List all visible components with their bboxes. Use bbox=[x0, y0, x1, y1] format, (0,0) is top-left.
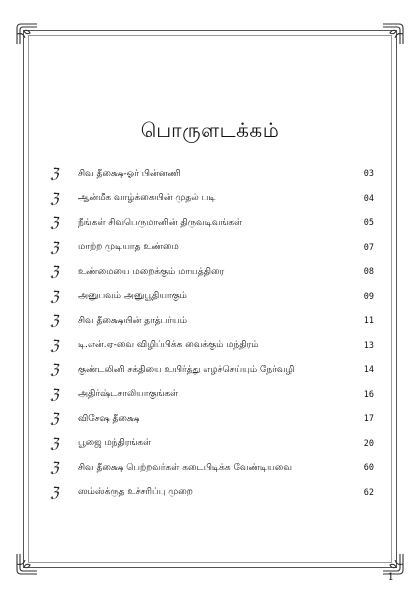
ornament-bullet-icon: ℨ bbox=[50, 288, 59, 305]
ornament-bullet-icon: ℨ bbox=[50, 215, 59, 232]
toc-entry-page: 13 bbox=[363, 340, 374, 351]
ornament-bullet-icon: ℨ bbox=[50, 484, 59, 501]
ornament-bullet-icon: ℨ bbox=[50, 386, 59, 403]
toc-entry-page: 11 bbox=[363, 316, 374, 327]
toc-entry-title: பூஜை மந்திரங்கள் bbox=[78, 438, 152, 449]
toc-entry-page: 17 bbox=[363, 414, 374, 425]
table-of-contents bbox=[50, 162, 374, 505]
toc-entry[interactable] bbox=[50, 456, 374, 481]
toc-entry-page: 07 bbox=[363, 242, 374, 253]
ornament-bullet-icon: ℨ bbox=[50, 239, 59, 256]
corner-ornament-icon bbox=[15, 552, 39, 576]
toc-entry[interactable] bbox=[50, 260, 374, 285]
ornament-bullet-icon: ℨ bbox=[50, 435, 59, 452]
corner-ornament-icon bbox=[15, 22, 39, 46]
toc-entry-title: ஸம்ஸ்க்ருத உச்சரிப்பு முறை bbox=[78, 487, 193, 498]
toc-entry-page: 04 bbox=[363, 193, 374, 204]
toc-entry-title: அதிர்ஷ்டசாலியாகுங்கள் bbox=[78, 389, 179, 400]
ornament-bullet-icon: ℨ bbox=[50, 264, 59, 281]
toc-entry-title: சிவ தீக்ஷை-ஓர் பின்னணி bbox=[78, 168, 181, 179]
toc-entry-page: 03 bbox=[363, 169, 374, 180]
toc-entry-title: உண்மையை மறைக்கும் மாயத்திரை bbox=[78, 266, 225, 277]
page-title: பொருளடக்கம் bbox=[140, 118, 280, 142]
toc-entry-page: 14 bbox=[363, 365, 374, 376]
toc-entry-title: சிவ தீக்ஷையின் தாத்பர்யம் bbox=[78, 315, 188, 326]
ornament-bullet-icon: ℨ bbox=[50, 166, 59, 183]
toc-entry-title: ஆன்மீக வாழ்க்கையின் முதல் படி bbox=[78, 193, 216, 204]
ornament-bullet-icon: ℨ bbox=[50, 313, 59, 330]
toc-entry[interactable] bbox=[50, 187, 374, 212]
toc-entry-title: விசேஷ தீக்ஷை bbox=[78, 413, 140, 424]
toc-entry-title: குண்டலினி சக்தியை உயிர்த்து எழச்செய்யும் நேர்வழி bbox=[78, 364, 295, 375]
toc-entry-page: 62 bbox=[363, 487, 374, 498]
page-number: 1 bbox=[387, 572, 394, 583]
toc-entry-page: 05 bbox=[363, 218, 374, 229]
toc-entry[interactable] bbox=[50, 162, 374, 187]
toc-entry-page: 09 bbox=[363, 291, 374, 302]
toc-entry-page: 08 bbox=[363, 267, 374, 278]
toc-entry-title: நீங்கள் சிவபெருமானின் திருவடிவங்கள் bbox=[78, 217, 243, 228]
toc-entry-title: அனுபவம் அனுபூதியாகும் bbox=[78, 291, 187, 302]
toc-entry-page: 20 bbox=[363, 438, 374, 449]
ornament-bullet-icon: ℨ bbox=[50, 190, 59, 207]
corner-ornament-icon bbox=[381, 22, 405, 46]
toc-entry-title: டி.என்.ஏ-வை விழிப்பிக்க வைக்கும் மந்திரம் bbox=[78, 340, 259, 351]
toc-entry[interactable] bbox=[50, 407, 374, 432]
toc-entry[interactable] bbox=[50, 285, 374, 310]
toc-entry-title: சிவ தீக்ஷை பெற்றவர்கள் கடைபிடிக்க வேண்டியவை bbox=[78, 462, 292, 473]
toc-entry[interactable] bbox=[50, 236, 374, 261]
toc-entry[interactable] bbox=[50, 358, 374, 383]
ornament-bullet-icon: ℨ bbox=[50, 362, 59, 379]
toc-entry-page: 16 bbox=[363, 389, 374, 400]
toc-entry[interactable] bbox=[50, 481, 374, 506]
toc-entry-title: மாற்ற முடியாத உண்மை bbox=[78, 242, 179, 253]
toc-entry[interactable] bbox=[50, 383, 374, 408]
toc-entry[interactable] bbox=[50, 334, 374, 359]
toc-entry[interactable] bbox=[50, 309, 374, 334]
toc-entry-page: 60 bbox=[363, 463, 374, 474]
ornament-bullet-icon: ℨ bbox=[50, 460, 59, 477]
toc-entry[interactable] bbox=[50, 211, 374, 236]
toc-entry[interactable] bbox=[50, 432, 374, 457]
ornament-bullet-icon: ℨ bbox=[50, 411, 59, 428]
ornament-bullet-icon: ℨ bbox=[50, 337, 59, 354]
